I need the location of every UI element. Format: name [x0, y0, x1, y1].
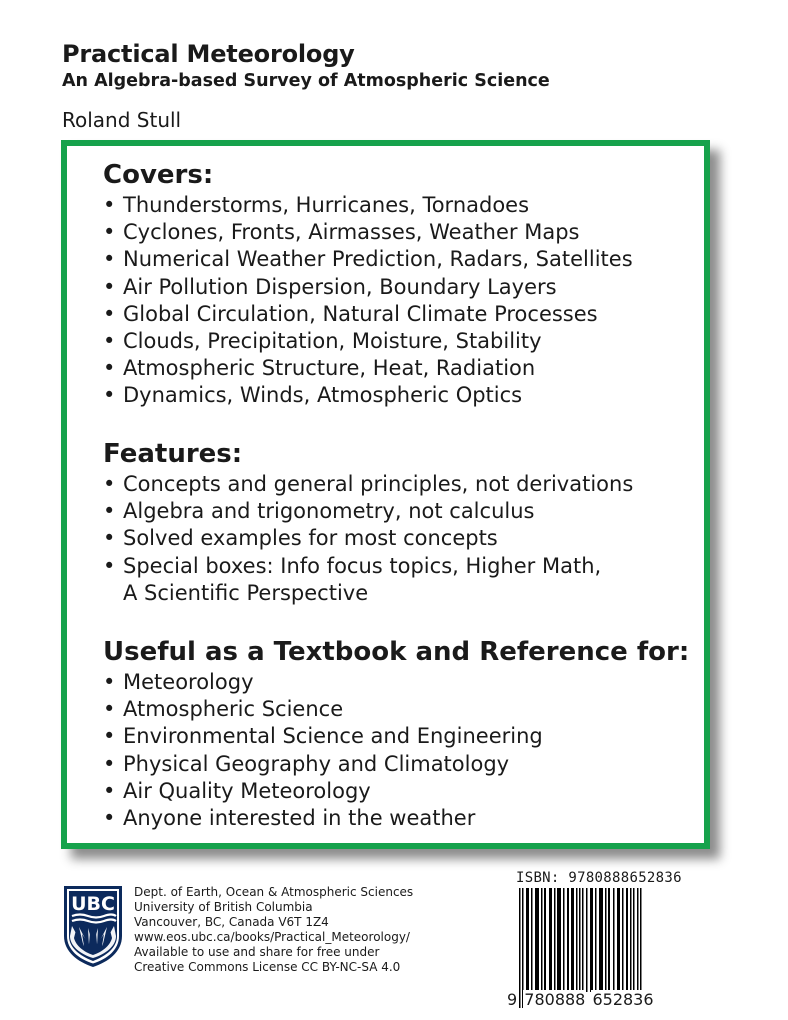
list-item-continuation: A Scientific Perspective: [123, 580, 369, 605]
address-line: Vancouver, BC, Canada V6T 1Z4: [134, 915, 329, 929]
bullet-icon: •: [103, 778, 116, 803]
list-item: • Air Pollution Dispersion, Boundary Layers: [103, 274, 633, 301]
bullet-icon: •: [103, 499, 116, 524]
ubc-crest-icon: [62, 884, 124, 968]
list-item: • Dynamics, Winds, Atmospheric Optics: [103, 382, 633, 409]
list-item: • Cyclones, Fronts, Airmasses, Weather Maps: [103, 219, 633, 246]
isbn-label: ISBN: 9780888652836: [516, 870, 682, 886]
book-subtitle: An Algebra-based Survey of Atmospheric Science: [62, 71, 550, 91]
list-item: • Clouds, Precipitation, Moisture, Stability: [103, 328, 633, 355]
address-line: University of British Columbia: [134, 900, 313, 914]
publisher-address: [134, 885, 413, 975]
license-line: Available to use and share for free under: [134, 945, 380, 959]
section-title: Features:: [103, 439, 243, 469]
bullet-icon: •: [103, 806, 116, 831]
list-item: • Algebra and trigonometry, not calculus: [103, 498, 633, 525]
content-box: [61, 140, 710, 849]
bullet-icon: •: [103, 193, 116, 217]
bullet-icon: •: [103, 526, 116, 551]
bullet-icon: •: [103, 383, 116, 408]
list-item: • Solved examples for most concepts: [103, 525, 633, 552]
bullet-icon: •: [103, 751, 116, 776]
list-item: • Special boxes: Info focus topics, Higher Math,: [103, 553, 633, 580]
bullet-icon: •: [103, 724, 116, 749]
list-item: • Global Circulation, Natural Climate Processes: [103, 301, 633, 328]
list-item: • Thunderstorms, Hurricanes, Tornadoes: [103, 192, 633, 219]
bullet-icon: •: [103, 274, 116, 299]
section-covers: [103, 160, 633, 410]
bullet-icon: •: [103, 472, 116, 496]
bullet-icon: •: [103, 220, 116, 245]
list-item: • Numerical Weather Prediction, Radars, Satellites: [103, 246, 633, 273]
list-item: • Anyone interested in the weather: [103, 805, 689, 832]
list-item: • Physical Geography and Climatology: [103, 751, 689, 778]
website-link[interactable]: www.eos.ubc.ca/books/Practical_Meteorology/: [134, 930, 410, 944]
section-title: Useful as a Textbook and Reference for:: [103, 637, 690, 667]
bullet-icon: •: [103, 670, 116, 694]
bullet-icon: •: [103, 697, 116, 722]
barcode-digits: 9 780888 652836: [507, 990, 654, 1009]
section-useful-for: [103, 637, 689, 832]
bullet-icon: •: [103, 553, 116, 578]
list-item: • Meteorology: [103, 669, 689, 696]
list-item: • Atmospheric Structure, Heat, Radiation: [103, 355, 633, 382]
list-item: • Concepts and general principles, not derivations: [103, 471, 633, 498]
bullet-icon: •: [103, 247, 116, 272]
section-features: [103, 439, 633, 607]
bullet-icon: •: [103, 301, 116, 326]
list-item: • Environmental Science and Engineering: [103, 723, 689, 750]
license-line: Creative Commons License CC BY-NC-SA 4.0: [134, 960, 401, 974]
section-title: Covers:: [103, 160, 214, 190]
svg-text:UBC: UBC: [71, 893, 115, 915]
address-line: Dept. of Earth, Ocean & Atmospheric Sciences: [134, 885, 414, 899]
author-name: Roland Stull: [62, 108, 182, 132]
bullet-icon: •: [103, 329, 116, 354]
list-item: • Atmospheric Science: [103, 696, 689, 723]
list-item: • Air Quality Meteorology: [103, 778, 689, 805]
bullet-icon: •: [103, 356, 116, 381]
book-title: Practical Meteorology: [62, 40, 355, 68]
